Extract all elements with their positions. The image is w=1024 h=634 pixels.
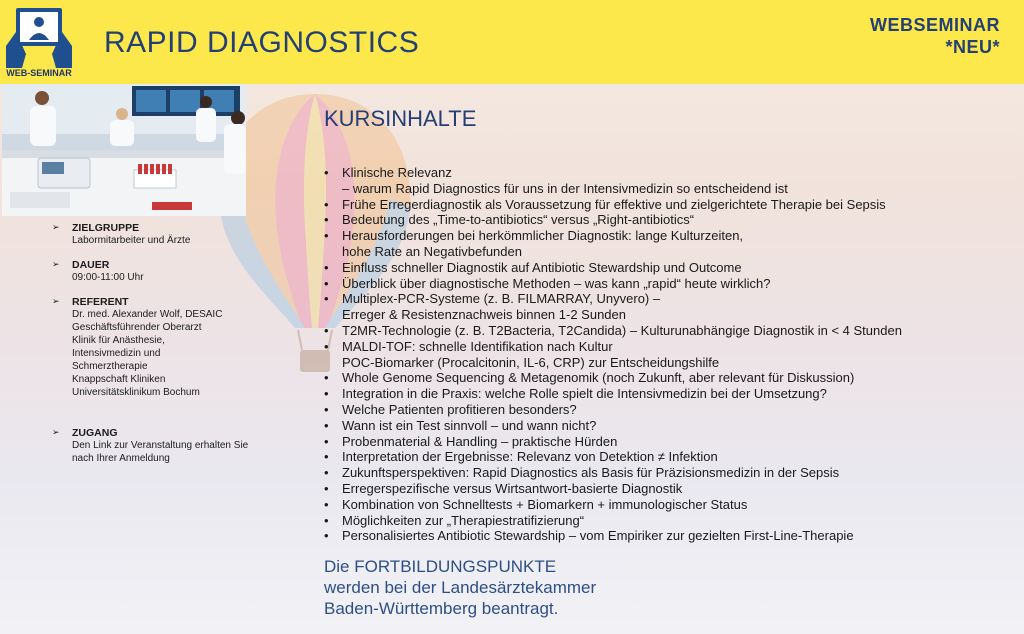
page-title: RAPID DIAGNOSTICS [104, 26, 420, 59]
bullet-icon: • [324, 370, 329, 386]
list-item-text: Herausforderungen bei herkömmlicher Diagnostik: lange Kulturzeiten, [342, 228, 744, 244]
list-item [322, 212, 1002, 228]
list-item [322, 165, 1002, 181]
list-item [322, 386, 1002, 402]
arrow-bullet-icon: ➢ [52, 259, 60, 269]
logo-label: WEB-SEMINAR [6, 68, 72, 78]
info-heading: REFERENT [72, 296, 129, 308]
bullet-icon: • [324, 496, 329, 512]
list-item-text: Erregerspezifische versus Wirtsantwort-basierte Diagnostik [342, 480, 683, 496]
info-line: Intensivmedizin und [72, 348, 161, 359]
list-item [322, 481, 1002, 497]
list-item [322, 402, 1002, 418]
bullet-icon: • [324, 275, 329, 291]
list-item-text: Möglichkeiten zur „Therapiestratifizierung“ [342, 512, 585, 528]
list-item-text: Whole Genome Sequencing & Metagenomik (noch Zukunft, aber relevant für Diskussion) [342, 370, 855, 386]
webseminar-badge [870, 14, 1000, 58]
footer-line: Die FORTBILDUNGSPUNKTE [324, 557, 557, 576]
list-item-text: Interpretation der Ergebnisse: Relevanz von Detektion ≠ Infektion [342, 449, 718, 465]
list-item [322, 513, 1002, 529]
list-item [322, 418, 1002, 434]
list-item-text: Welche Patienten profitieren besonders? [342, 401, 577, 417]
list-item-text: Wann ist ein Test sinnvoll – und wann nicht? [342, 417, 597, 433]
list-item-text: Einfluss schneller Diagnostik auf Antibiotic Stewardship und Outcome [342, 259, 742, 275]
list-item-text: Kombination von Schnelltests + Biomarkern + immunologischer Status [342, 496, 748, 512]
list-item [322, 197, 1002, 213]
list-item-text: Integration in die Praxis: welche Rolle spielt die Intensivmedizin bei der Umsetzung? [342, 386, 827, 402]
info-line: Geschäftsführender Oberarzt [72, 322, 202, 333]
list-item-text: Personalisiertes Antibiotic Stewardship – vom Empiriker zur gezielten First-Line-Therapie [342, 528, 854, 544]
list-item [322, 434, 1002, 450]
bullet-icon: • [324, 433, 329, 449]
list-item [322, 497, 1002, 513]
footer-line: werden bei der Landesärztekammer [324, 578, 597, 597]
bullet-icon: • [324, 291, 329, 307]
bullet-icon: • [324, 196, 329, 212]
bullet-icon: • [324, 417, 329, 433]
footer-line: Baden-Württemberg beantragt. [324, 599, 559, 618]
list-item [322, 370, 1002, 386]
list-item-text: POC-Biomarker (Procalcitonin, IL-6, CRP) zur Entscheidungshilfe [342, 354, 720, 370]
list-item-text: hohe Rate an Negativbefunden [342, 243, 522, 259]
bullet-icon: • [324, 259, 329, 275]
bullet-icon: • [324, 165, 329, 180]
header-bar [0, 0, 1024, 84]
bullet-icon: • [324, 512, 329, 528]
bullet-icon: • [324, 338, 329, 354]
info-line: Klinik für Anästhesie, [72, 335, 165, 346]
arrow-bullet-icon: ➢ [52, 222, 60, 232]
list-item-text: – warum Rapid Diagnostics für uns in der Intensivmedizin so entscheidend ist [342, 180, 788, 196]
bullet-icon: • [324, 465, 329, 481]
section-title: KURSINHALTE [324, 106, 477, 131]
bullet-icon: • [324, 449, 329, 465]
list-item-text: Klinische Relevanz [342, 165, 452, 180]
list-item-text: Zukunftsperspektiven: Rapid Diagnostics als Basis für Präzisionsmedizin in der Sepsis [342, 465, 840, 481]
info-line: Knappschaft Kliniken [72, 374, 166, 385]
info-zielgruppe [52, 222, 282, 247]
info-line: 09:00-11:00 Uhr [72, 272, 144, 283]
list-item-text: Überblick über diagnostische Methoden – was kann „rapid“ heute wirklich? [342, 275, 771, 291]
badge-line2: *NEU* [945, 37, 1000, 57]
info-line: Den Link zur Veranstaltung erhalten Sie [72, 440, 249, 451]
list-item-text: Frühe Erregerdiagnostik als Voraussetzung für effektive und zielgerichtete Therapie bei Sepsis [342, 196, 886, 212]
bullet-icon: • [324, 386, 329, 402]
info-dauer [52, 259, 282, 284]
info-line: Dr. med. Alexander Wolf, DESAIC [72, 309, 223, 320]
course-content-list [322, 165, 1002, 544]
bullet-icon: • [324, 322, 329, 338]
list-item [322, 355, 1002, 371]
bullet-icon: • [324, 401, 329, 417]
cme-points-note [324, 556, 596, 619]
bullet-icon: • [324, 480, 329, 496]
info-panel [52, 222, 282, 477]
info-line: Universitätsklinikum Bochum [72, 387, 200, 398]
list-item [322, 323, 1002, 339]
list-item [322, 181, 1002, 197]
arrow-bullet-icon: ➢ [52, 427, 60, 437]
arrow-bullet-icon: ➢ [52, 296, 60, 306]
list-item-text: MALDI-TOF: schnelle Identifikation nach Kultur [342, 338, 613, 354]
list-item [322, 307, 1002, 323]
list-item-text: Erreger & Resistenznachweis binnen 1-2 Sunden [342, 307, 627, 323]
info-heading: ZUGANG [72, 427, 118, 439]
info-line: Labormitarbeiter und Ärzte [72, 235, 191, 246]
bullet-icon: • [324, 228, 329, 244]
info-referent [52, 296, 282, 399]
list-item-text: Multiplex-PCR-Systeme (z. B. FILMARRAY, Unyvero) – [342, 291, 661, 307]
list-item [322, 228, 1002, 244]
list-item [322, 260, 1002, 276]
list-item-text: Bedeutung des „Time-to-antibiotics“ versus „Right-antibiotics“ [342, 212, 695, 228]
list-item-text: T2MR-Technologie (z. B. T2Bacteria, T2Candida) – Kulturunabhängige Diagnostik in < 4 Stunden [342, 322, 902, 338]
info-heading: ZIELGRUPPE [72, 222, 140, 234]
list-item [322, 339, 1002, 355]
list-item [322, 465, 1002, 481]
list-item [322, 244, 1002, 260]
info-zugang [52, 427, 282, 465]
bullet-icon: • [324, 528, 329, 544]
list-item [322, 291, 1002, 307]
list-item [322, 528, 1002, 544]
list-item-text: Probenmaterial & Handling – praktische Hürden [342, 433, 618, 449]
info-line: nach Ihrer Anmeldung [72, 453, 170, 464]
lab-photo [2, 84, 246, 216]
info-line: Schmerztherapie [72, 361, 148, 372]
bullet-icon: • [324, 212, 329, 228]
list-item [322, 449, 1002, 465]
list-item [322, 276, 1002, 292]
badge-line1: WEBSEMINAR [870, 15, 1000, 35]
info-heading: DAUER [72, 259, 110, 271]
